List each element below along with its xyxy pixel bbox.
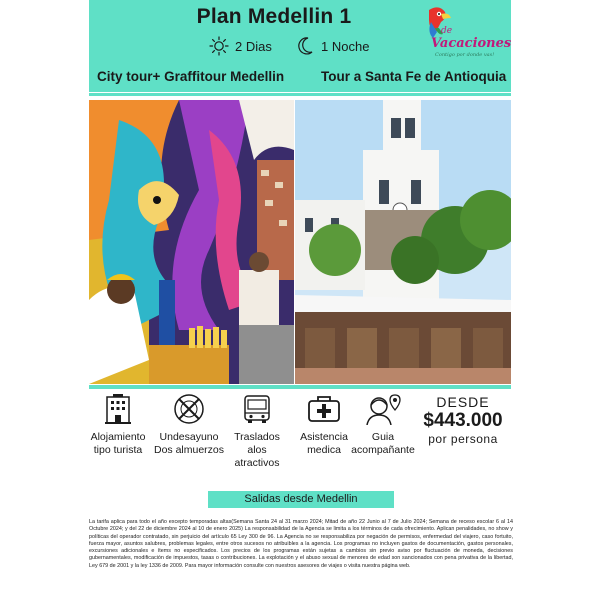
amenity-guide-label: Guia acompañante <box>351 431 415 456</box>
logo-wordmark: Vacaciones <box>431 36 512 51</box>
amenity-medical-label: Asistencia medica <box>300 431 348 456</box>
bus-icon <box>241 393 273 425</box>
amenity-lodging <box>86 393 150 457</box>
meal-cutlery-icon <box>173 393 205 425</box>
price-from-label: DESDE <box>436 394 490 410</box>
days-info <box>209 36 272 56</box>
departure-banner: Salidas desde Medellin <box>208 491 394 508</box>
amenity-transfers-label: Traslados alos atractivos <box>234 431 280 469</box>
price-box <box>414 394 512 446</box>
santa-fe-church-photo <box>295 100 511 384</box>
subtitle-city-tour: City tour+ Graffitour Medellin <box>97 69 285 84</box>
page-title: Plan Medellin 1 <box>196 5 352 28</box>
brand-logo <box>419 4 512 62</box>
first-aid-kit-icon <box>306 393 342 425</box>
tour-guide-icon <box>363 393 403 425</box>
amenity-guide <box>346 393 420 457</box>
moon-icon <box>297 36 315 56</box>
amenity-transfers <box>226 393 288 470</box>
logo-tagline: Contigo por donde vas! <box>435 52 495 58</box>
amenity-lodging-label: Alojamiento tipo turista <box>90 431 146 456</box>
price-amount: $443.000 <box>423 410 503 431</box>
days-label: 2 Dias <box>235 38 272 54</box>
amenity-meals-label: Undesayuno Dos almuerzos <box>153 431 225 456</box>
sun-icon <box>209 36 229 56</box>
nights-info <box>297 36 369 56</box>
divider-stripe-bottom <box>89 385 511 389</box>
hotel-building-icon <box>103 393 133 425</box>
graffiti-tour-photo <box>89 100 294 384</box>
amenity-meals <box>152 393 226 457</box>
divider-stripe <box>89 93 511 96</box>
subtitle-santa-fe: Tour a Santa Fe de Antioquia <box>321 69 507 84</box>
terms-fine-print: La tarifa aplica para todo el año excepto temporadas altas(Semana Santa 24 al 31 marzo 2024; Mitad de año 22 Junio al 7 de Julio 2024; Semana de receso escolar 6 al 14 Octubre 2024; y del 22 de diciembre 2024 al 10 de enero 2025) La responsabilidad de la Agencia se limita a los términos de cada ofrecimiento. Aplican penalidades, no show y políticas del operador contratado, sin perjuicio del artículo 65 Ley 300 de 96. La Agencia no se responsabiliza por negación de permisos, enfermedad del viajero, caso fortuito, fuerza mayor, asuntos salubres, problemas legales, entre otros sucesos no atribuibles a la agencia. Los programas no incluyen gastos de documentación, gastos personales, excursiones adicionales e ítems no especificados. Los precios de los programas están sujetas a cambios sin previo aviso por fluctuación de moneda, decisiones gubernamentales, modificación de impuestos, tasas o contribuciones. La explotación y el abuso sexual de menores de edad son sancionados con pena privativa de la libertad, Ley 679 de 2001 y la ley 1336 de 2009. Para mayor información consulte con nuestros asesores de viajes o visita nuestra página web. <box>89 519 513 569</box>
price-unit: por persona <box>428 432 498 446</box>
logo-de-text: de <box>441 26 453 36</box>
nights-label: 1 Noche <box>321 38 370 54</box>
header-banner <box>89 0 511 92</box>
